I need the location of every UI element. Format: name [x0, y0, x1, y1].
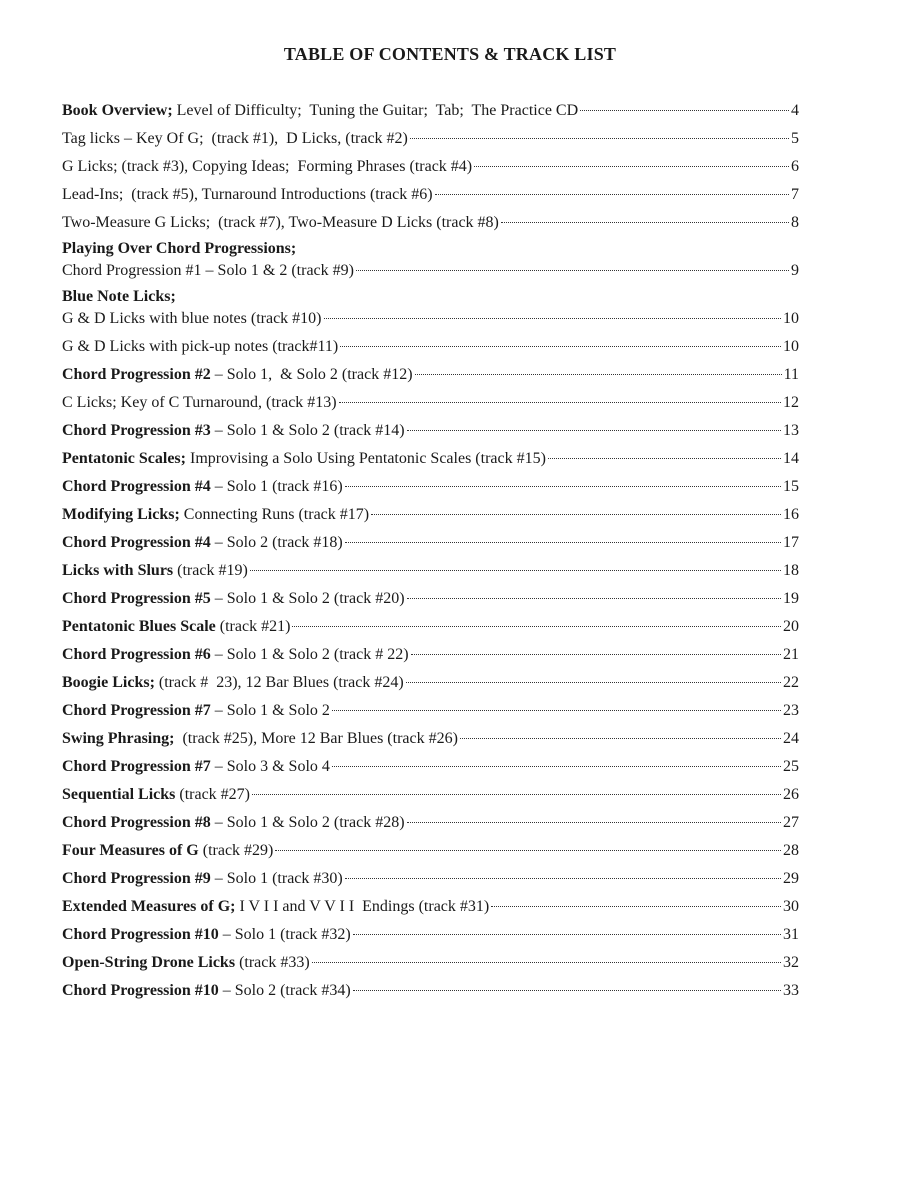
toc-entry-normal-text: – Solo 1 & Solo 2 (track #14) — [210, 422, 405, 439]
toc-entry-normal-text: – Solo 1 & Solo 2 — [210, 702, 330, 719]
toc-entry-normal-text: G & D Licks with pick-up notes (track#11) — [62, 338, 339, 355]
page-title: TABLE OF CONTENTS & TRACK LIST — [283, 44, 617, 64]
toc-entry-text — [62, 753, 330, 781]
toc-entry-normal-text: – Solo 1 (track #32) — [218, 926, 351, 943]
toc-page-number: 19 — [783, 590, 799, 607]
toc-entry-normal-text: – Solo 3 & Solo 4 — [210, 758, 330, 775]
dot-leader — [474, 166, 789, 167]
toc-entry-normal-text: Lead-Ins; (track #5), Turnaround Introductions (track #6) — [62, 186, 433, 203]
toc-entry-text — [62, 125, 408, 153]
toc-entry-normal-text: C Licks; Key of C Turnaround, (track #13) — [62, 394, 337, 411]
dot-leader — [407, 598, 781, 599]
toc-entry — [62, 809, 799, 837]
toc-entry-bold-text: Four Measures of G — [62, 842, 199, 859]
dot-leader — [275, 850, 781, 851]
dot-leader — [340, 346, 781, 347]
toc-entry-text — [62, 697, 330, 725]
toc-entry-bold-text: Boogie Licks; — [62, 674, 155, 691]
toc-entry-bold-text: Pentatonic Blues Scale — [62, 618, 216, 635]
toc-entry — [62, 473, 799, 501]
toc-entry-text — [62, 361, 413, 389]
toc-entry-normal-text: – Solo 1 (track #16) — [210, 478, 343, 495]
toc-entry — [62, 557, 799, 585]
toc-entry — [62, 501, 799, 529]
toc-entry-text — [62, 473, 343, 501]
toc-entry — [62, 307, 799, 333]
toc-entry-text — [62, 209, 499, 237]
toc-entry — [62, 389, 799, 417]
toc-entry-normal-text: (track #19) — [173, 562, 248, 579]
toc-entry — [62, 753, 799, 781]
toc-page-number: 9 — [791, 262, 799, 279]
toc-entry-text — [62, 307, 322, 331]
toc-entry — [62, 125, 799, 153]
toc-entry — [62, 209, 799, 237]
toc-entry — [62, 97, 799, 125]
toc-page-number: 17 — [783, 534, 799, 551]
toc-entry-normal-text: – Solo 1 & Solo 2 (track #28) — [210, 814, 405, 831]
dot-leader — [580, 110, 789, 111]
dot-leader — [406, 682, 781, 683]
toc-entry-bold-text: Chord Progression #10 — [62, 982, 219, 999]
toc-entry-text — [62, 237, 296, 261]
toc-section-heading — [62, 237, 799, 259]
toc-entry-text — [62, 669, 404, 697]
toc-entry — [62, 585, 799, 613]
toc-entry — [62, 333, 799, 361]
toc-page-number: 4 — [791, 102, 799, 119]
toc-entry — [62, 361, 799, 389]
toc-entry-normal-text: (track #33) — [235, 954, 310, 971]
toc-entry — [62, 921, 799, 949]
toc-entry — [62, 949, 799, 977]
toc-entry-normal-text: – Solo 2 (track #18) — [210, 534, 343, 551]
toc-page-number: 15 — [783, 478, 799, 495]
toc-entry-bold-text: Open-String Drone Licks — [62, 954, 236, 971]
toc-entry-normal-text: (track #29) — [198, 842, 274, 859]
toc-entry-text — [62, 529, 343, 557]
toc-entry-bold-text: Chord Progression #5 — [62, 590, 211, 607]
toc-page-number: 20 — [783, 618, 799, 635]
toc-page-number: 10 — [783, 338, 799, 355]
dot-leader — [312, 962, 781, 963]
toc-entry — [62, 865, 799, 893]
toc-entry-text — [62, 893, 489, 921]
dot-leader — [324, 318, 782, 319]
toc-entry — [62, 153, 799, 181]
dot-leader — [252, 794, 781, 795]
toc-entry — [62, 725, 799, 753]
toc-entry-text — [62, 977, 351, 1005]
dot-leader — [501, 222, 789, 223]
toc-entry-bold-text: Blue Note Licks; — [62, 288, 176, 305]
toc-entry-normal-text: – Solo 1, & Solo 2 (track #12) — [210, 366, 413, 383]
toc-entry-bold-text: Modifying Licks; — [62, 506, 180, 523]
dot-leader — [332, 766, 781, 767]
toc-entry-text — [62, 445, 546, 473]
toc-entry-bold-text: Licks with Slurs — [62, 562, 174, 579]
toc-entry-normal-text: (track #25), More 12 Bar Blues (track #26) — [174, 730, 458, 747]
dot-leader — [356, 270, 789, 271]
dot-leader — [435, 194, 789, 195]
toc-entry-bold-text: Chord Progression #8 — [62, 814, 211, 831]
toc-entry-text — [62, 97, 578, 125]
dot-leader — [407, 822, 781, 823]
toc-entry-normal-text: Level of Difficulty; Tuning the Guitar; Tab; The Practice CD — [172, 102, 579, 119]
toc-entry-normal-text: (track #27) — [175, 786, 250, 803]
toc-entry-normal-text: (track # 23), 12 Bar Blues (track #24) — [154, 674, 404, 691]
toc-page-number: 24 — [783, 730, 799, 747]
toc-entry-normal-text: G & D Licks with blue notes (track #10) — [62, 310, 322, 327]
toc-entry-normal-text: Chord Progression #1 – Solo 1 & 2 (track #9) — [62, 262, 354, 279]
toc-entry-text — [62, 725, 458, 753]
toc-entry-text — [62, 333, 338, 361]
toc-entry — [62, 641, 799, 669]
dot-leader — [548, 458, 781, 459]
dot-leader — [332, 710, 781, 711]
toc-entry-normal-text: – Solo 1 (track #30) — [210, 870, 343, 887]
toc-page-number: 22 — [783, 674, 799, 691]
toc-entry — [62, 977, 799, 1005]
toc-entry-bold-text: Chord Progression #6 — [62, 646, 211, 663]
toc-entry-normal-text: – Solo 2 (track #34) — [218, 982, 351, 999]
toc-page-number: 33 — [783, 982, 799, 999]
toc-entry-bold-text: Pentatonic Scales; — [62, 450, 186, 467]
dot-leader — [491, 906, 781, 907]
toc-page-number: 31 — [783, 926, 799, 943]
toc-entry — [62, 417, 799, 445]
toc-entry — [62, 697, 799, 725]
toc-entry-bold-text: Sequential Licks — [62, 786, 176, 803]
toc-page-number: 26 — [783, 786, 799, 803]
toc-page-number: 6 — [791, 158, 799, 175]
toc-entry-text — [62, 259, 354, 283]
toc-entry-normal-text: Connecting Runs (track #17) — [179, 506, 370, 523]
toc-entry-normal-text: Two-Measure G Licks; (track #7), Two-Measure D Licks (track #8) — [62, 214, 499, 231]
toc-entry — [62, 613, 799, 641]
toc-entry-normal-text: G Licks; (track #3), Copying Ideas; Forming Phrases (track #4) — [62, 158, 473, 175]
toc-entry-text — [62, 949, 310, 977]
toc-entry-text — [62, 837, 273, 865]
dot-leader — [250, 570, 781, 571]
toc-section-heading — [62, 285, 799, 307]
toc-page-number: 14 — [783, 450, 799, 467]
toc-entry-normal-text: – Solo 1 & Solo 2 (track # 22) — [210, 646, 409, 663]
toc-page-number: 18 — [783, 562, 799, 579]
toc-entry-bold-text: Chord Progression #4 — [62, 534, 211, 551]
dot-leader — [371, 514, 781, 515]
toc-entry-text — [62, 781, 250, 809]
toc-entry-bold-text: Chord Progression #10 — [62, 926, 219, 943]
toc-entry-bold-text: Chord Progression #3 — [62, 422, 211, 439]
toc-entry-normal-text: Improvising a Solo Using Pentatonic Scales (track #15) — [185, 450, 546, 467]
toc-page-number: 23 — [783, 702, 799, 719]
toc-entry-text — [62, 921, 351, 949]
dot-leader — [345, 486, 781, 487]
toc-entry — [62, 669, 799, 697]
toc-entry-bold-text: Chord Progression #9 — [62, 870, 211, 887]
toc-entry-text — [62, 613, 290, 641]
toc-page-number: 16 — [783, 506, 799, 523]
toc-page-number: 13 — [783, 422, 799, 439]
toc-page-number: 7 — [791, 186, 799, 203]
toc-entry-bold-text: Chord Progression #7 — [62, 702, 211, 719]
dot-leader — [415, 374, 782, 375]
toc-page-number: 32 — [783, 954, 799, 971]
toc-page-number: 11 — [783, 366, 799, 383]
dot-leader — [353, 934, 781, 935]
dot-leader — [353, 990, 781, 991]
toc-entry-text — [62, 417, 405, 445]
toc-entry-bold-text: Book Overview; — [62, 102, 173, 119]
toc-entry-text — [62, 641, 409, 669]
dot-leader — [339, 402, 781, 403]
dot-leader — [460, 738, 781, 739]
toc-entry-normal-text: – Solo 1 & Solo 2 (track #20) — [210, 590, 405, 607]
dot-leader — [407, 430, 781, 431]
toc-entry-bold-text: Chord Progression #7 — [62, 758, 211, 775]
dot-leader — [345, 542, 781, 543]
toc-entry — [62, 837, 799, 865]
dot-leader — [410, 138, 789, 139]
toc-entry-bold-text: Chord Progression #4 — [62, 478, 211, 495]
toc-entry-text — [62, 153, 472, 181]
toc-entry-normal-text: Tag licks – Key Of G; (track #1), D Licks, (track #2) — [62, 130, 408, 147]
toc-entry — [62, 893, 799, 921]
toc-page-number: 8 — [791, 214, 799, 231]
dot-leader — [345, 878, 781, 879]
toc-list — [62, 97, 799, 1005]
toc-page-number: 5 — [791, 130, 799, 147]
toc-page-number: 10 — [783, 310, 799, 327]
dot-leader — [292, 626, 781, 627]
toc-entry-text — [62, 557, 248, 585]
toc-entry-text — [62, 181, 433, 209]
toc-page-number: 25 — [783, 758, 799, 775]
toc-entry — [62, 529, 799, 557]
toc-page-number: 29 — [783, 870, 799, 887]
toc-entry-text — [62, 501, 369, 529]
toc-page-number: 12 — [783, 394, 799, 411]
toc-entry-bold-text: Playing Over Chord Progressions; — [62, 240, 297, 257]
toc-entry-text — [62, 389, 337, 417]
toc-page-number: 27 — [783, 814, 799, 831]
toc-entry — [62, 181, 799, 209]
toc-entry-bold-text: Swing Phrasing; — [62, 730, 175, 747]
toc-entry-text — [62, 585, 405, 613]
toc-entry — [62, 781, 799, 809]
toc-page-number: 30 — [783, 898, 799, 915]
toc-entry-text — [62, 285, 176, 309]
toc-entry-normal-text: (track #21) — [215, 618, 291, 635]
toc-page-number: 28 — [783, 842, 799, 859]
toc-entry-normal-text: I V I I and V V I I Endings (track #31) — [235, 898, 490, 915]
toc-entry — [62, 259, 799, 285]
toc-entry-text — [62, 809, 405, 837]
toc-entry-bold-text: Chord Progression #2 — [62, 366, 211, 383]
toc-entry — [62, 445, 799, 473]
toc-page-number: 21 — [783, 646, 799, 663]
toc-entry-bold-text: Extended Measures of G; — [62, 898, 236, 915]
toc-entry-text — [62, 865, 343, 893]
dot-leader — [411, 654, 781, 655]
